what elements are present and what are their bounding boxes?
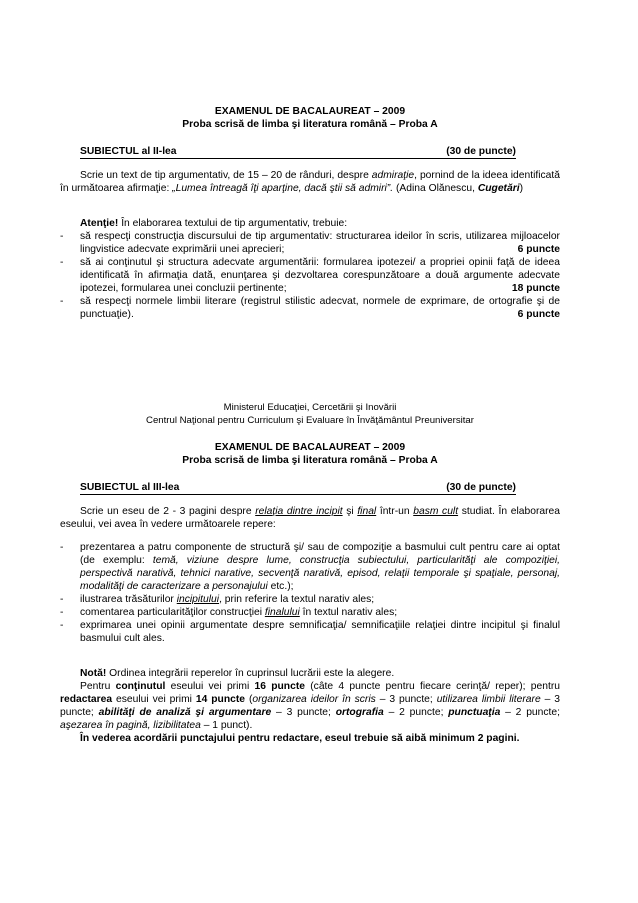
exam-title: EXAMENUL DE BACALAUREAT – 2009 [214, 442, 406, 453]
final-note: În vederea acordării punctajului pentru redactare, eseul trebuie să aibă minimum 2 pagini. [80, 733, 520, 744]
subject-label: SUBIECTUL al III-lea [80, 482, 180, 493]
repere-list [60, 541, 560, 645]
task-paragraph: Scrie un text de tip argumentativ, de 15 – 20 de rânduri, despre admiraţie, pornind de la ideea identificată în următoarea afirmaţie: „Lumea întreagă îţi aparţine, dacă ştii să admiri”. (Adina Olănescu, Cugetări) [60, 170, 560, 194]
exam-subtitle: Proba scrisă de limba şi literatura română – Proba A [182, 119, 438, 130]
part2-repere [60, 541, 560, 645]
part2-header [60, 441, 560, 467]
requirements-list [60, 230, 560, 321]
ministry-name: Ministerul Educaţiei, Cercetării şi Inovării [223, 402, 397, 413]
exam-subtitle: Proba scrisă de limba şi literatura română – Proba A [182, 455, 438, 466]
center-name: Centrul Naţional pentru Curriculum şi Evaluare în Învăţământul Preuniversitar [146, 415, 474, 426]
list-item: - să ai conţinutul şi structura adecvate argumentării: formularea ipotezei/ a propriei opinii faţă de ideea identificată în afirmaţia dată, enunţarea şi dezvoltarea corespunzătoare a două argumente adecvate ipotezei, formularea unei concluzii pertinente; 18 puncte [60, 256, 560, 295]
part2-subject-line [60, 481, 560, 495]
part1-header [60, 105, 560, 131]
part1-task [60, 169, 560, 195]
list-item: - exprimarea unei opinii argumentate despre semnificaţia/ semnificaţiile relaţiei dintre incipitul şi finalul basmului cult ales. [60, 619, 560, 645]
ministry-header [60, 401, 560, 427]
subject-label: SUBIECTUL al II-lea [80, 146, 177, 157]
part2-task [60, 505, 560, 531]
attention-line: Atenţie! În elaborarea textului de tip argumentativ, trebuie: [80, 218, 348, 229]
exam-title: EXAMENUL DE BACALAUREAT – 2009 [214, 106, 406, 117]
task-paragraph: Scrie un eseu de 2 - 3 pagini despre relaţia dintre incipit şi final într-un basm cult studiat. În elaborarea eseului, vei avea în vedere următoarele repere: [60, 506, 560, 530]
list-item: - comentarea particularităţilor construcţiei finalului în textul narativ ales; [60, 606, 560, 619]
list-item: - ilustrarea trăsăturilor incipitului, prin referire la textul narativ ales; [60, 593, 560, 606]
part1-subject-line [60, 145, 560, 159]
part2-notes [60, 667, 560, 745]
list-item: - să respecţi normele limbii literare (registrul stilistic adecvat, normele de exprimare, de ortografie şi de punctuaţie). 6 puncte [60, 295, 560, 321]
part1-requirements [60, 217, 560, 321]
subject-points: (30 de puncte) [446, 482, 516, 493]
list-item: - să respecţi construcţia discursului de tip argumentativ: structurarea ideilor în scris, utilizarea mijloacelor lingvistice adecvate exprimării unei aprecieri; 6 puncte [60, 230, 560, 256]
note-line: Notă! Ordinea integrării reperelor în cuprinsul lucrării este la alegere. [80, 668, 395, 679]
list-item: - prezentarea a patru componente de structură şi/ sau de compoziţie a basmului cult pentru care ai optat (de exemplu: temă, viziune despre lume, construcţia subiectului, particularităţi ale compoziţiei, perspectivă narativă, tehnici narative, secvenţă narativă, episod, relaţii temporale şi spaţiale, personaj, modalităţi de caracterizare a personajului etc.); [60, 541, 560, 593]
subject-points: (30 de puncte) [446, 146, 516, 157]
scoring-paragraph: Pentru conţinutul eseului vei primi 16 puncte (câte 4 puncte pentru fiecare cerinţă/ reper); pentru redactarea eseului vei primi 14 puncte (organizarea ideilor în scris – 3 puncte; utilizarea limbii literare – 3 puncte; abilităţi de analiză şi argumentare – 3 puncte; ortografia – 2 puncte; punctuaţia – 2 puncte; aşezarea în pagină, lizibilitatea – 1 punct). [60, 681, 560, 731]
